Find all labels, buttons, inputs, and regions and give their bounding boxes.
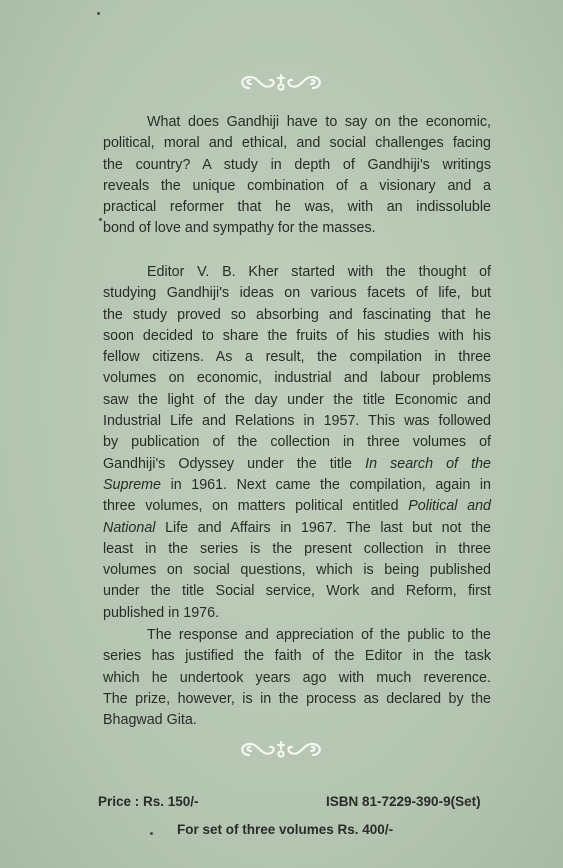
book-title-italic: Political and	[408, 498, 491, 515]
text-line: volumes on social questions, which is being published	[103, 562, 491, 579]
print-speck	[97, 12, 100, 15]
text-segment: three volumes, on matters political entitled	[103, 498, 409, 515]
text-line	[103, 454, 491, 475]
text-line	[103, 475, 491, 496]
price-label: Price : Rs. 150/-	[98, 794, 199, 809]
text-line: the study proved so absorbing and fascinating that he	[103, 306, 491, 323]
decorative-ornament-bottom	[231, 737, 331, 765]
print-speck	[150, 832, 153, 835]
text-line: practical reformer that he was, with an indissoluble	[103, 199, 491, 216]
text-line: reveals the unique combination of a visionary and a	[103, 177, 491, 194]
text-segment: Life and Affairs in 1967. The last but not the	[155, 519, 491, 536]
text-line: Editor V. B. Kher started with the thought of	[147, 264, 491, 280]
text-line: The response and appreciation of the public to the	[147, 627, 491, 643]
book-title-italic: Supreme	[103, 476, 162, 493]
paragraph-response	[103, 625, 491, 731]
text-line: which he undertook years ago with much reverence.	[103, 669, 491, 686]
text-line: Industrial Life and Relations in 1957. This was followed	[103, 413, 491, 430]
text-segment: Gandhiji's Odyssey under the title	[103, 455, 366, 472]
text-line: under the title Social service, Work and Reform, first	[103, 583, 491, 600]
book-title-italic: In search of the	[365, 455, 491, 472]
text-line	[103, 496, 491, 517]
book-title-italic: National	[103, 519, 156, 536]
text-line: Bhagwad Gita.	[103, 712, 197, 729]
text-line: volumes on economic, industrial and labour problems	[103, 370, 491, 387]
text-line: studying Gandhiji's ideas on various facets of life, but	[103, 285, 491, 302]
text-line: series has justified the faith of the Editor in the task	[103, 648, 491, 665]
flourish-icon	[231, 70, 331, 98]
text-line: What does Gandhiji have to say on the economic,	[147, 114, 491, 130]
text-line: political, moral and ethical, and social challenges facing	[103, 135, 491, 152]
text-line: saw the light of the day under the title Economic and	[103, 391, 491, 408]
text-line: published in 1976.	[103, 604, 220, 621]
text-line: The prize, however, is in the process as declared by the	[103, 690, 491, 707]
text-line: the country? A study in depth of Gandhiji's writings	[103, 156, 491, 173]
text-line: soon decided to share the fruits of his studies with his	[103, 327, 491, 344]
text-line: fellow citizens. As a result, the compilation in three	[103, 349, 491, 366]
paragraph-editor	[103, 262, 491, 624]
text-segment: in 1961. Next came the compilation, again in	[161, 476, 491, 493]
set-price-label: For set of three volumes Rs. 400/-	[177, 822, 394, 837]
text-line: by publication of the collection in three volumes of	[103, 434, 491, 451]
decorative-ornament-top	[231, 70, 331, 98]
text-line	[103, 518, 491, 539]
text-line: least in the series is the present collection in three	[103, 540, 491, 557]
flourish-icon	[231, 737, 331, 765]
text-line: bond of love and sympathy for the masses.	[103, 220, 376, 237]
paragraph-intro	[103, 112, 491, 240]
isbn-label: ISBN 81-7229-390-9(Set)	[326, 794, 481, 809]
print-speck	[99, 218, 102, 221]
